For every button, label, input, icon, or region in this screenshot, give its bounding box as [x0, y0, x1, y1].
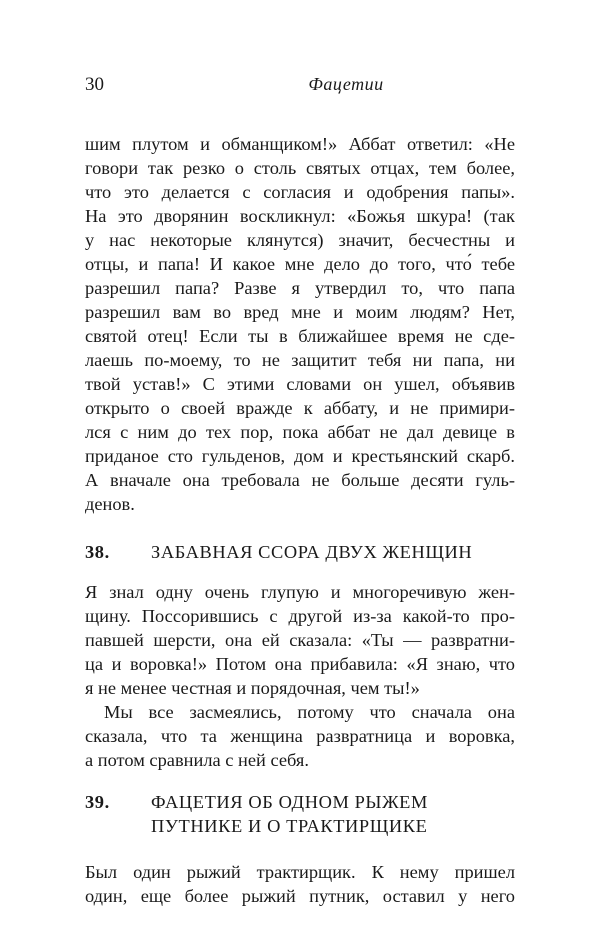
- text-line: А вначале она требовала не больше десяти гуль-: [85, 470, 515, 490]
- text-line: твой устав!» С этими словами он ушел, объявив: [85, 374, 515, 394]
- section-heading-39: [85, 790, 515, 814]
- text-line: шим плутом и обманщиком!» Аббат ответил: «Не: [85, 134, 515, 154]
- section-number: 39.: [85, 792, 110, 812]
- text-line: лся с ним до тех пор, пока аббат не дал девице в: [85, 422, 515, 442]
- text-line: у нас некоторые клянутся) значит, бесчестны и: [85, 230, 515, 250]
- text-line: павшей шерсти, она ей сказала: «Ты — развратни-: [85, 630, 515, 650]
- running-title: Фацетии: [308, 74, 384, 94]
- text-line: я не менее честная и порядочная, чем ты!»: [85, 678, 420, 698]
- text-line: открыто о своей вражде к аббату, и не примири-: [85, 398, 515, 418]
- section-title: ЗАБАВНАЯ ССОРА ДВУХ ЖЕНЩИН: [151, 542, 473, 562]
- section-title-line-1: ФАЦЕТИЯ ОБ ОДНОМ РЫЖЕМ: [151, 792, 428, 812]
- running-head: [85, 74, 515, 100]
- text-line: Я знал одну очень глупую и многоречивую жен-: [85, 582, 515, 602]
- text-line: ца и воровка!» Потом она прибавила: «Я знаю, что: [85, 654, 515, 674]
- text-line: святой отец! Если ты в ближайшее время не сде-: [85, 326, 515, 346]
- text-line: лаешь по-моему, то не защитит тебя ни папа, ни: [85, 350, 515, 370]
- page-number: 30: [85, 74, 104, 95]
- section-number: 38.: [85, 542, 110, 562]
- text-line: один, еще более рыжий путник, оставил у него: [85, 886, 515, 906]
- section-title-line-2: ПУТНИКЕ И О ТРАКТИРЩИКЕ: [151, 816, 428, 836]
- text-line: отцы, и папа! И какое мне дело до того, что́ тебе: [85, 254, 515, 274]
- text-line: щину. Поссорившись с другой из-за какой-то про-: [85, 606, 515, 626]
- text-line: а потом сравнила с ней себя.: [85, 750, 309, 770]
- text-line: Мы все засмеялись, потому что сначала она: [104, 702, 515, 722]
- text-line: денов.: [85, 494, 135, 514]
- text-line: На это дворянин воскликнул: «Божья шкура! (так: [85, 206, 515, 226]
- text-line: приданое сто гульденов, дом и крестьянский скарб.: [85, 446, 515, 466]
- text-line: что это делается с согласия и одобрения папы».: [85, 182, 515, 202]
- text-line: говори так резко о столь святых отцах, тем более,: [85, 158, 515, 178]
- text-line: Был один рыжий трактирщик. К нему пришел: [85, 862, 515, 882]
- text-line: разрешил вам во вред мне и моим людям? Нет,: [85, 302, 515, 322]
- text-line: разрешил папа? Разве я утвердил то, что папа: [85, 278, 515, 298]
- section-heading-38: [85, 540, 515, 564]
- text-line: сказала, что та женщина развратница и воровка,: [85, 726, 515, 746]
